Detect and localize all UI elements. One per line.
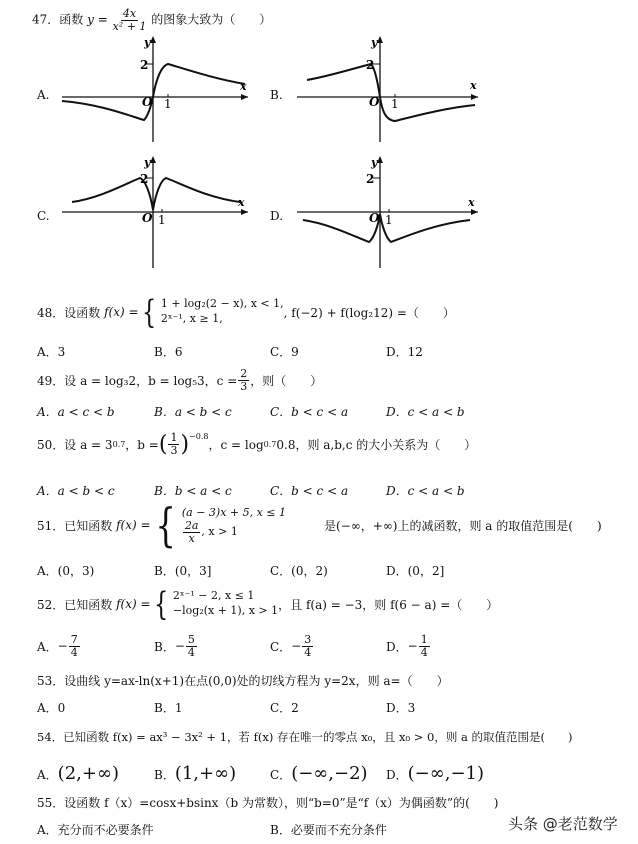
- q54-choice-c: C．(−∞,−2): [270, 763, 368, 784]
- q47-b-one: 1: [391, 97, 399, 111]
- q52-choice-c: C． − $\frac{3}{4}$: [270, 633, 312, 659]
- q47-stem: 47．函数 y = $\frac{4x}{\text{x² + 1}}$ 的图象大致为（ ）: [32, 7, 272, 33]
- q47-b-y-label: y: [371, 36, 378, 49]
- q47-c-origin: O: [142, 211, 153, 225]
- q54-choice-b: B．(1,+∞): [154, 763, 237, 784]
- q51-choice-a: A．(0，3): [37, 564, 95, 578]
- q52-choice-a: A． − $\frac{7}{4}$: [37, 633, 78, 659]
- watermark: 头条 @老范数学: [508, 815, 618, 833]
- q49-stem: 49．设 a = log₃2，b = log₅3，c = $\frac{2}{3}$ ，则（ ）: [37, 367, 323, 393]
- q47-graph-b: [295, 32, 485, 144]
- q47-option-c-label: C.: [37, 209, 50, 223]
- q49-choice-b: B．a < b < c: [154, 405, 232, 419]
- q48-choice-c: C．9: [270, 345, 299, 359]
- q50-choice-d: D．c < a < b: [386, 484, 465, 498]
- q50-choice-b: B．b < a < c: [154, 484, 232, 498]
- q51-choice-b: B．(0，3]: [154, 564, 212, 578]
- q50-choice-a: A．a < b < c: [37, 484, 115, 498]
- q47-a-two: 2: [140, 58, 149, 72]
- q47-graph-d: [295, 152, 485, 270]
- q50-choice-c: C．b < c < a: [270, 484, 349, 498]
- q47-graph-a: [60, 32, 250, 144]
- q51-choice-d: D．(0，2]: [386, 564, 445, 578]
- q47-a-one: 1: [164, 97, 172, 111]
- q48-choice-a: A．3: [37, 345, 66, 359]
- q54-stem: 54．已知函数 f(x) = ax³ − 3x² + 1，若 f(x) 存在唯一的零点 x₀，且 x₀ > 0，则 a 的取值范围是( ): [37, 730, 573, 744]
- q53-choice-b: B．1: [154, 701, 183, 715]
- q54-choice-d: D．(−∞,−1): [386, 763, 485, 784]
- q47-option-a-label: A.: [37, 88, 50, 102]
- q47-a-x-label: x: [240, 80, 247, 93]
- q52-choice-b: B． − $\frac{5}{4}$: [154, 633, 195, 659]
- q48-choice-d: D．12: [386, 345, 423, 359]
- q51-stem: 51．已知函数 f(x) = { (a − 3)x + 5, x ≤ 1 $\frac{2a}{x}$ , x > 1 是(−∞，+∞)上的减函数，则 a 的取值范围是( ): [37, 498, 602, 552]
- q47-a-origin: O: [142, 95, 153, 109]
- q49-choice-a: A．a < c < b: [37, 405, 115, 419]
- q47-a-y-label: y: [144, 36, 151, 49]
- q47-b-two: 2: [366, 58, 375, 72]
- q49-choice-c: C．b < c < a: [270, 405, 349, 419]
- q55-choice-b: B．必要而不充分条件: [270, 823, 387, 837]
- q47-d-one: 1: [385, 213, 393, 227]
- q53-stem: 53．设曲线 y=ax-ln(x+1)在点(0,0)处的切线方程为 y=2x，则 a=（ ）: [37, 674, 449, 688]
- q47-option-d-label: D.: [270, 209, 284, 223]
- q53-choice-a: A．0: [37, 701, 66, 715]
- q55-choice-a: A．充分而不必要条件: [37, 823, 154, 837]
- q47-d-y-label: y: [371, 156, 378, 169]
- q47-b-x-label: x: [470, 79, 477, 92]
- q47-c-two: 2: [140, 172, 149, 186]
- q52-choice-d: D． − $\frac{1}{4}$: [386, 633, 428, 659]
- q49-choice-d: D．c < a < b: [386, 405, 465, 419]
- q47-d-origin: O: [369, 211, 380, 225]
- q48-stem: 48．设函数 f(x) = { 1 + log₂(2 − x), x < 1, 2ˣ⁻¹, x ≥ 1, , f(−2) + f(log₂12) =（ ）: [37, 293, 455, 331]
- q53-choice-c: C．2: [270, 701, 299, 715]
- q54-choice-a: A．(2,+∞): [37, 763, 119, 784]
- q55-stem: 55．设函数 f（x）=cosx+bsinx（b 为常数），则“b=0”是“f（x）为偶函数”的( ): [37, 796, 499, 810]
- q47-d-x-label: x: [468, 196, 475, 209]
- q50-stem: 50．设 a = 3 0.7 ，b = ( $\frac{1}{3}$ ) $^{-0.8}$ ，c = log 0.7 0.8，则 a,b,c 的大小关系为（ ）: [37, 431, 477, 457]
- q47-c-x-label: x: [238, 196, 245, 209]
- q47-d-two: 2: [366, 172, 375, 186]
- q47-graph-c: [60, 152, 250, 270]
- q47-c-one: 1: [158, 213, 166, 227]
- q48-choice-b: B．6: [154, 345, 183, 359]
- q52-stem: 52．已知函数 f(x) = { 2ˣ⁻¹ − 2, x ≤ 1 −log₂(x + 1), x > 1 ，且 f(a) = −3，则 f(6 − a) =（ ）: [37, 585, 499, 623]
- q53-choice-d: D．3: [386, 701, 416, 715]
- q47-option-b-label: B.: [270, 88, 283, 102]
- q47-b-origin: O: [369, 95, 380, 109]
- q51-choice-c: C．(0，2): [270, 564, 328, 578]
- q47-c-y-label: y: [144, 156, 151, 169]
- q47-fraction: $\frac{4x}{\text{x² + 1}}$: [112, 7, 147, 33]
